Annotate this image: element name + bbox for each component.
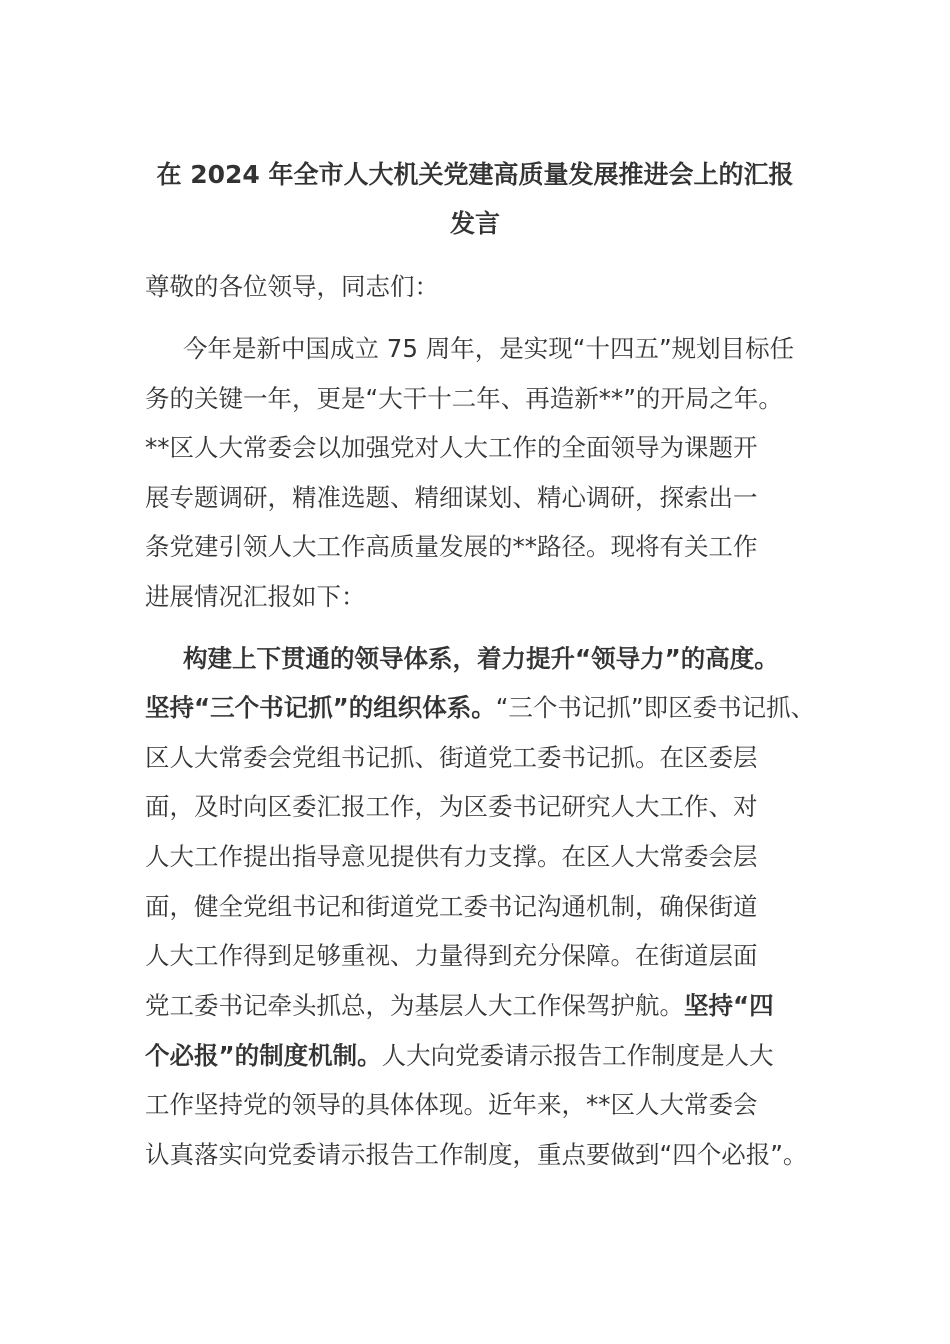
paragraph-2-line-3: 面，及时向区委汇报工作，为区委书记研究人大工作、对 (145, 792, 758, 821)
para2-bold-lead: 坚持“三个书记抓”的组织体系。 (145, 693, 496, 722)
paragraph-2-line-9: 工作坚持党的领导的具体体现。近年来，**区人大常委会 (145, 1090, 758, 1119)
para2-line7-bold: 坚持“四 (684, 991, 774, 1020)
para2-line8-rest: 人大向党委请示报告工作制度是人大 (381, 1041, 774, 1070)
paragraph-2-line-1 (145, 683, 815, 733)
paragraph-2-line-5: 面，健全党组书记和街道党工委书记沟通机制，确保街道 (145, 892, 758, 921)
paragraph-2-line-2: 区人大常委会党组书记抓、街道党工委书记抓。在区委层 (145, 743, 758, 772)
paragraph-1-line-4: 展专题调研，精准选题、精细谋划、精心调研，探索出一 (145, 483, 758, 512)
section-heading (183, 634, 779, 684)
paragraph-2-line-8 (145, 1031, 774, 1081)
paragraph-1-line-6: 进展情况汇报如下： (145, 582, 366, 611)
paragraph-1-line-5: 条党建引领人大工作高质量发展的**路径。现将有关工作 (145, 532, 758, 561)
paragraph-2-line-7 (145, 981, 774, 1031)
paragraph-2-line-4: 人大工作提出指导意见提供有力支撑。在区人大常委会层 (145, 842, 758, 871)
paragraph-1-line-1: 今年是新中国成立 75 周年，是实现“十四五”规划目标任 (183, 334, 795, 363)
paragraph-1-line-2: 务的关键一年，更是“大干十二年、再造新**”的开局之年。 (145, 384, 783, 413)
paragraph-2-line-6: 人大工作得到足够重视、力量得到充分保障。在街道层面 (145, 941, 758, 970)
greeting: 尊敬的各位领导，同志们： (145, 272, 439, 301)
para2-line7-start: 党工委书记牵头抓总，为基层人大工作保驾护航。 (145, 991, 684, 1020)
section-heading-text: 构建上下贯通的领导体系，着力提升“领导力”的高度。 (183, 644, 779, 673)
document-title-line-1: 在 2024 年全市人大机关党建高质量发展推进会上的汇报 (156, 160, 794, 189)
document-title-line-2: 发言 (449, 209, 500, 238)
paragraph-1-line-3: **区人大常委会以加强党对人大工作的全面领导为课题开 (145, 433, 758, 462)
paragraph-2-line-10: 认真落实向党委请示报告工作制度，重点要做到“四个必报”。 (145, 1140, 808, 1169)
para2-line1-rest: “三个书记抓”即区委书记抓、 (495, 693, 816, 722)
para2-line8-bold: 个必报”的制度机制。 (145, 1041, 382, 1070)
